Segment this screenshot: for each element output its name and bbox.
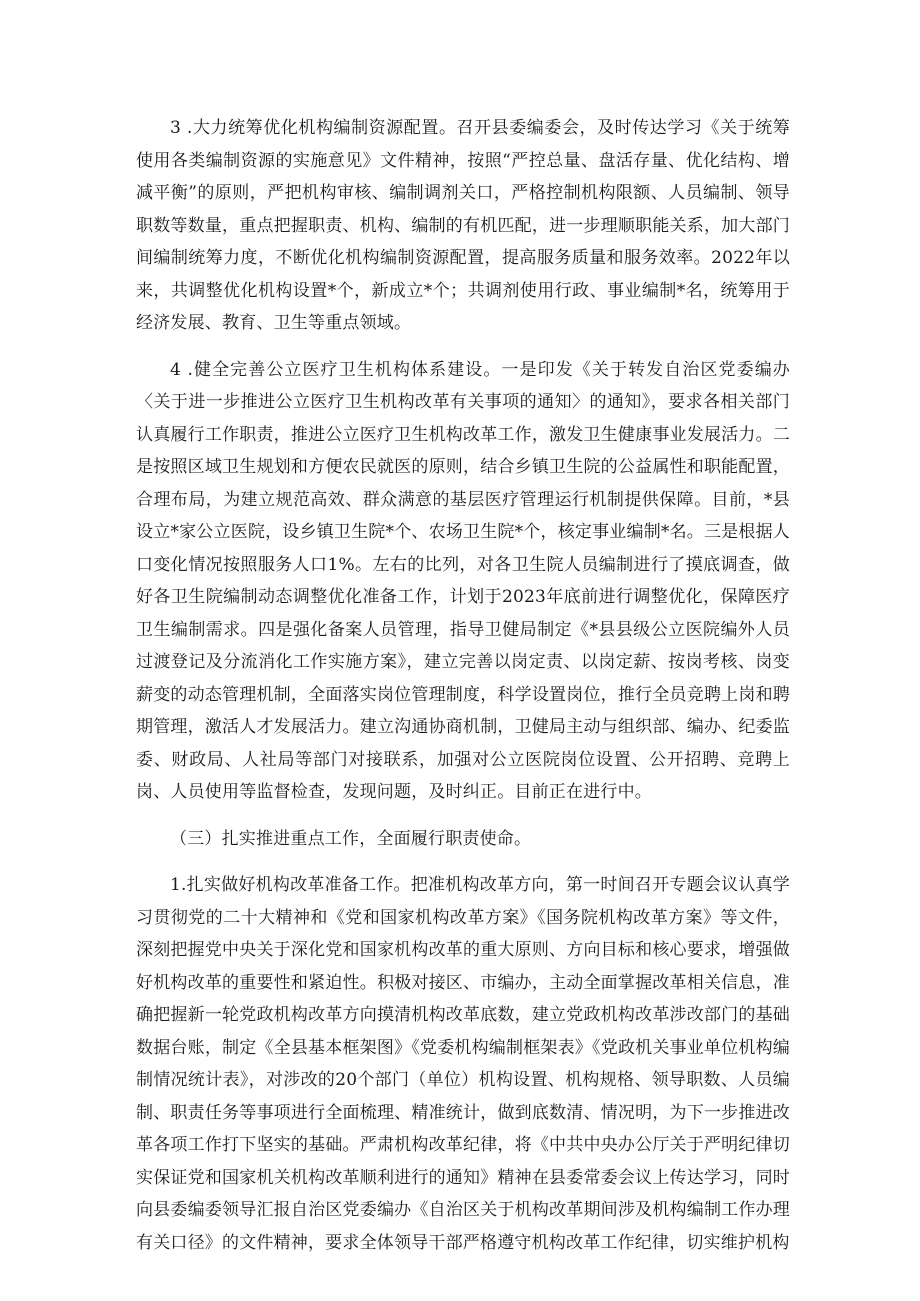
paragraph-item-1: 1.扎实做好机构改革准备工作。把准机构改革方向，第一时间召开专题会议认真学习贯彻党的二十大精神和《党和国家机构改革方案》《国务院机构改革方案》等文件，深刻把握党中央关于深化党和国家机构改革的重大原则、方向目标和核心要求，增强做好机构改革的重要性和紧迫性。积极对接区、市编办，主动全面掌握改革相关信息，准确把握新一轮党政机构改革方向摸清机构改革底数，建立党政机构改革涉改部门的基础数据台账，制定《全县基本框架图》《党委机构编制框架表》《党政机关事业单位机构编制情况统计表》，对涉改的20个部门（单位）机构设置、机构规格、领导职数、人员编制、职责任务等事项进行全面梳理、精准统计，做到底数清、情况明，为下一步推进改革各项工作打下坚实的基础。严肃机构改革纪律，将《中共中央办公厅关于严明纪律切实保证党和国家机关机构改革顺利进行的通知》精神在县委常委会议上传达学习，同时向县委编委领导汇报自治区党委编办《自治区关于机构改革期间涉及机构编制工作办理有关口径》的文件精神，要求全体领导干部严格遵守机构改革工作纪律，切实维护机构 <box>136 875 790 1253</box>
paragraph-item-4: 4 .健全完善公立医疗卫生机构体系建设。一是印发《关于转发自治区党委编办〈关于进一步推进公立医疗卫生机构改革有关事项的通知〉的通知》，要求各相关部门认真履行工作职责，推进公立医疗卫生机构改革工作，激发卫生健康事业发展活力。二是按照区域卫生规划和方便农民就医的原则，结合乡镇卫生院的公益属性和职能配置，合理布局，为建立规范高效、群众满意的基层医疗管理运行机制提供保障。目前，*县设立*家公立医院，设乡镇卫生院*个、农场卫生院*个，核定事业编制*名。三是根据人口变化情况按照服务人口1%。左右的比列，对各卫生院人员编制进行了摸底调查，做好各卫生院编制动态调整优化准备工作，计划于2023年底前进行调整优化，保障医疗卫生编制需求。四是强化备案人员管理，指导卫健局制定《*县县级公立医院编外人员过渡登记及分流消化工作实施方案》，建立完善以岗定责、以岗定薪、按岗考核、岗变薪变的动态管理机制，全面落实岗位管理制度，科学设置岗位，推行全员竞聘上岗和聘期管理，激活人才发展活力。建立沟通协商机制，卫健局主动与组织部、编办、纪委监委、财政局、人社局等部门对接联系，加强对公立医院岗位设置、公开招聘、竞聘上岗、人员使用等监督检查，发现问题，及时纠正。目前正在进行中。 <box>136 359 790 802</box>
document-body <box>136 112 790 1273</box>
section-heading: （三）扎实推进重点工作，全面履行职责使命。 <box>170 828 532 849</box>
paragraph-item-3: 3 .大力统筹优化机构编制资源配置。召开县委编委会，及时传达学习《关于统筹使用各类编制资源的实施意见》文件精神，按照“严控总量、盘活存量、优化结构、增减平衡”的原则，严把机构审核、编制调剂关口，严格控制机构限额、人员编制、领导职数等数量，重点把握职责、机构、编制的有机匹配，进一步理顺职能关系，加大部门间编制统筹力度，不断优化机构编制资源配置，提高服务质量和服务效率。2022年以来，共调整优化机构设置*个，新成立*个；共调剂使用行政、事业编制*名，统筹用于经济发展、教育、卫生等重点领域。 <box>136 118 790 333</box>
